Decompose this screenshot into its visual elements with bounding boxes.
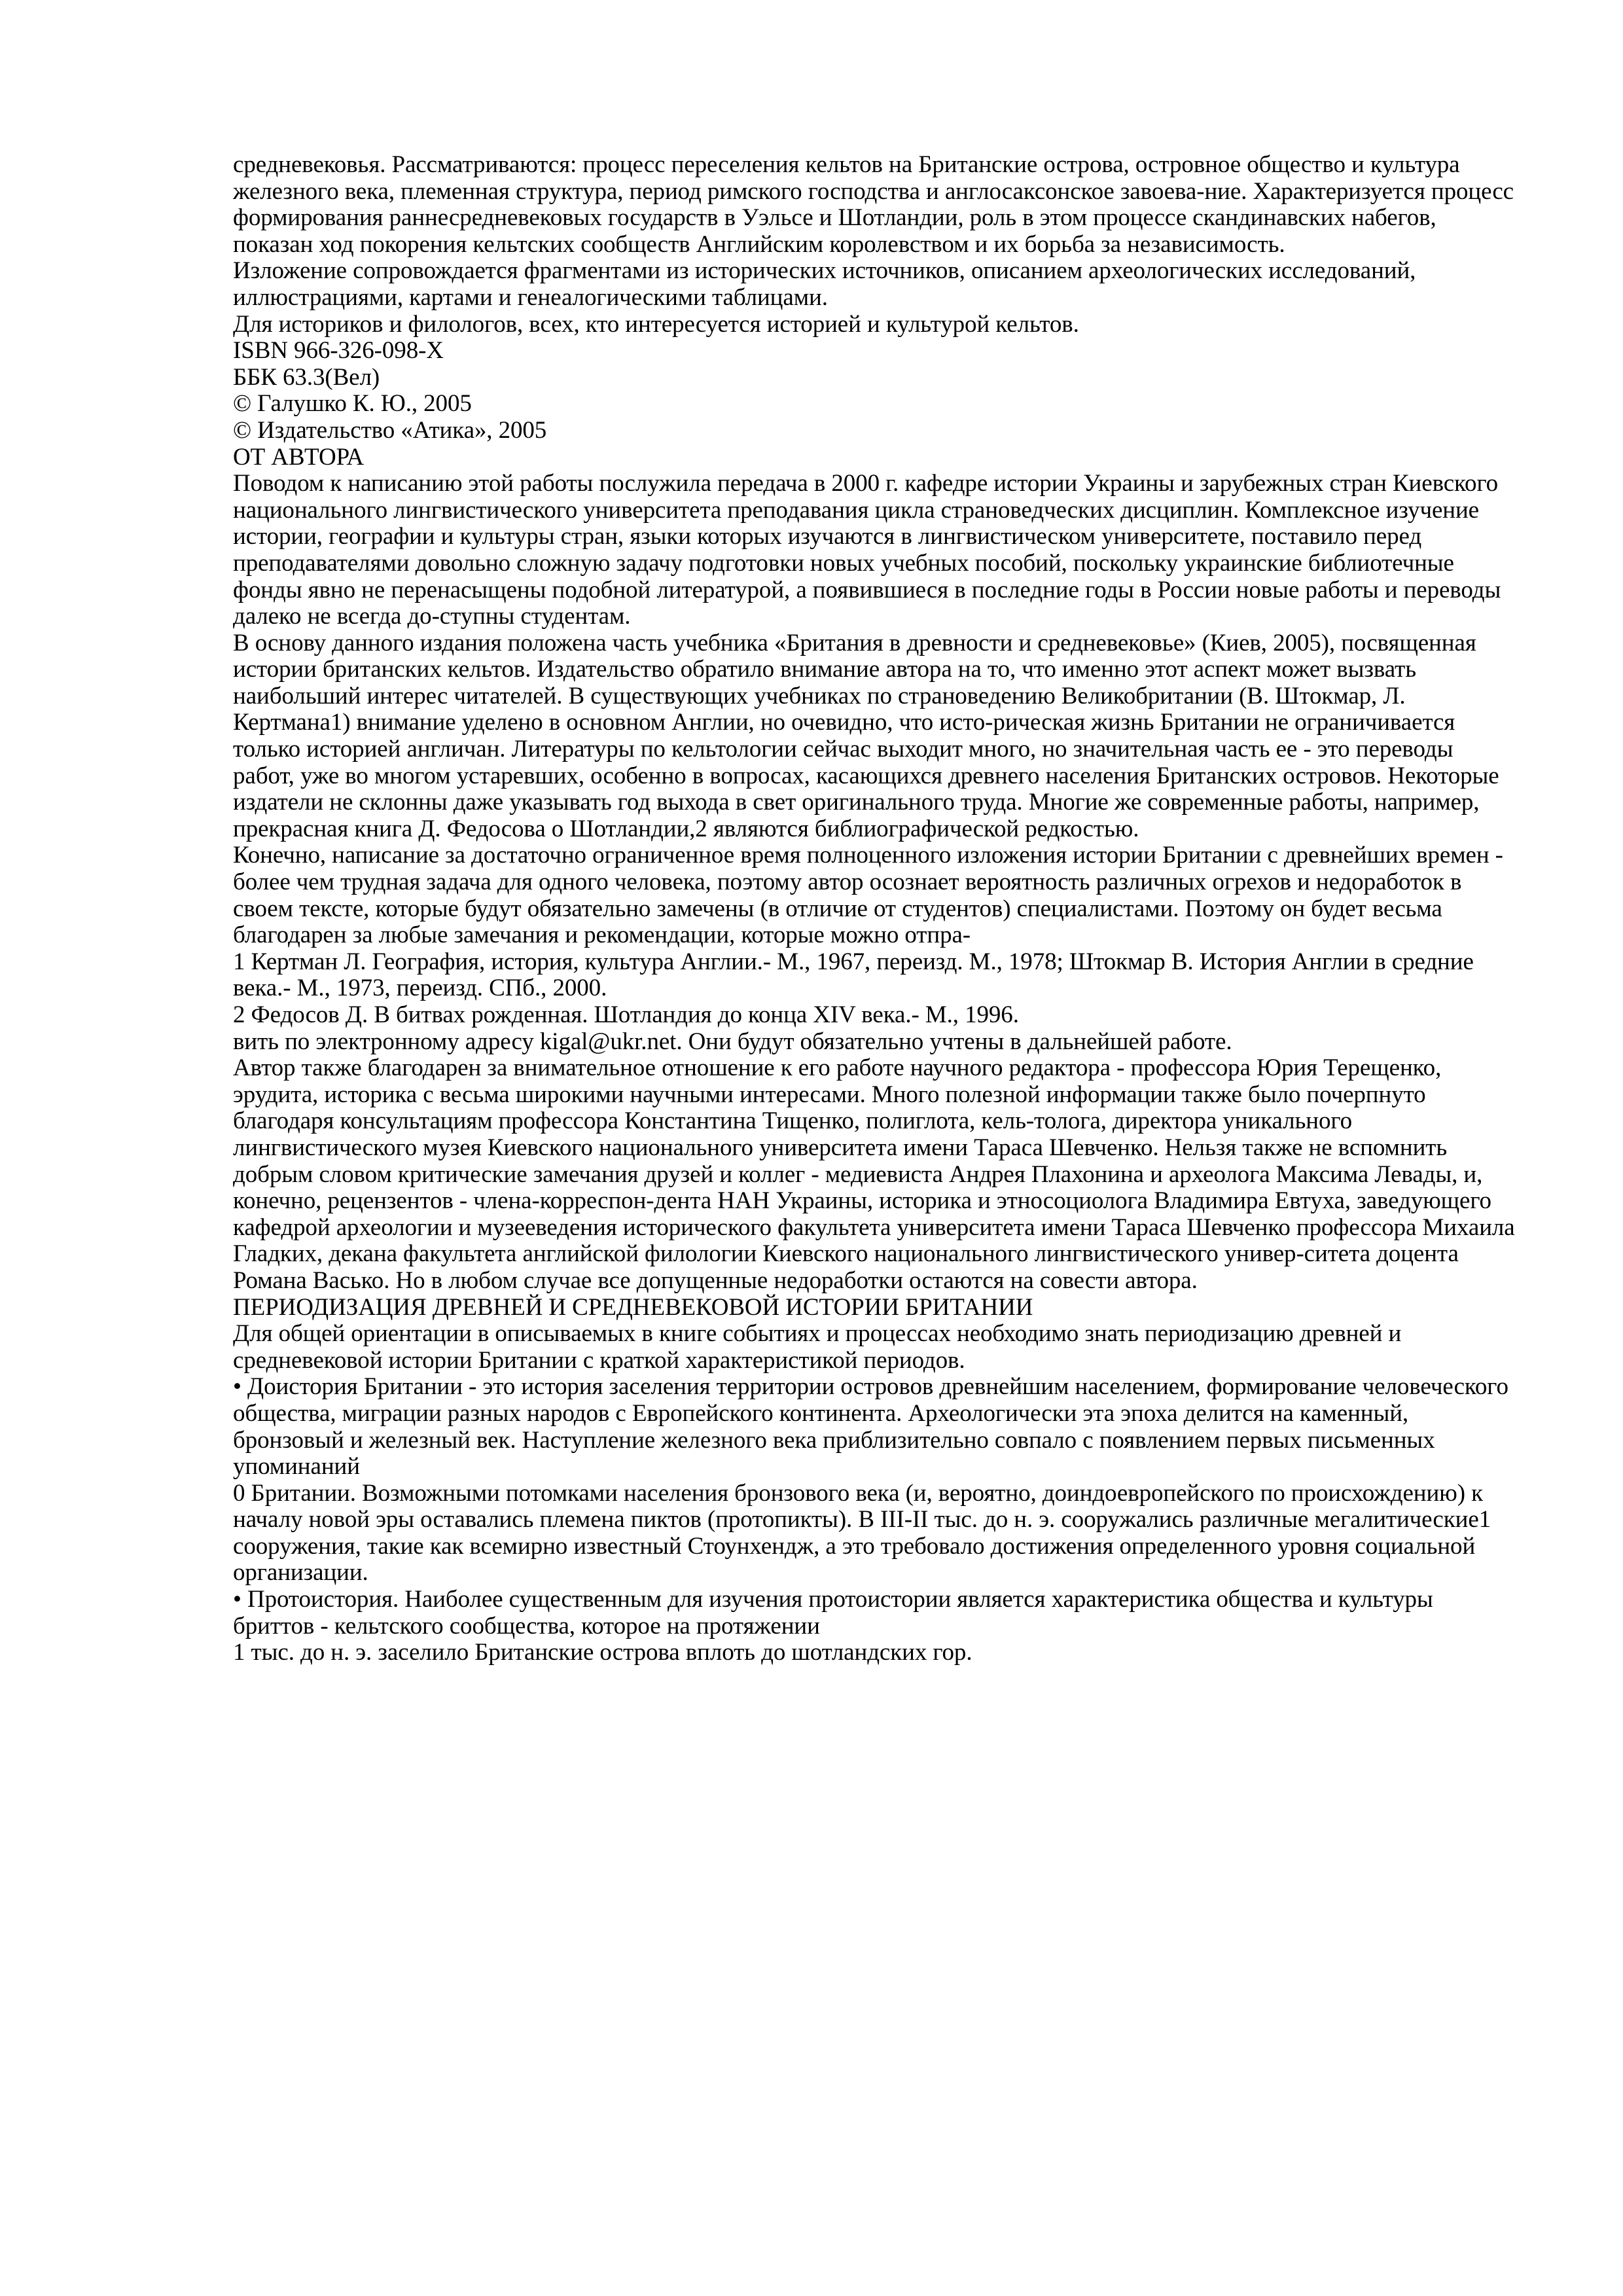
bbk: ББК 63.3(Вел): [233, 363, 380, 391]
heading-from-author: ОТ АВТОРА: [233, 443, 364, 471]
paragraph-motivation: Поводом к написанию этой работы послужила передача в 2000 г. кафедре истории Украины и зарубежных стран Киевского национального лингвистического университета преподавания цикла страноведческих дисциплин. Комплексное изучение истории, географии и культуры стран, языки которых изучаются в лингвистическом университете, поставило перед преподавателями довольно сложную задачу подготовки новых учебных пособий, поскольку украинские библиотечные фонды явно не перенасыщены подобной литературой, а появившиеся в последние годы в России новые работы и переводы далеко не всегда до-ступны студентам.: [233, 470, 1501, 630]
footnote-2: 2 Федосов Д. В битвах рожденная. Шотландия до конца XIV века.- М., 1996.: [233, 1001, 1019, 1028]
paragraph-audience: Для историков и филологов, всех, кто интересуется историей и культурой кельтов.: [233, 310, 1079, 338]
paragraph-disclaimer: Конечно, написание за достаточно ограниченное время полноценного изложения истории Британии с древнейших времен - более чем трудная задача для одного человека, поэтому автор осознает вероятность различных огрехов и недоработок в своем тексте, которые будут обязательно замечены (в отличие от студентов) специалистами. Поэтому он будет весьма благодарен за любые замечания и рекомендации, которые можно отпра-: [233, 842, 1503, 949]
paragraph-illustrations: Изложение сопровождается фрагментами из исторических источников, описанием археологических исследований, иллюстрациями, картами и генеалогическими таблицами.: [233, 257, 1416, 311]
isbn: ISBN 966-326-098-X: [233, 337, 444, 365]
footnote-1: 1 Кертман Л. География, история, культура Англии.- М., 1967, переизд. М., 1978; Штокмар В. История Англии в средние века.- М., 1973, переизд. СПб., 2000.: [233, 948, 1474, 1002]
document-page: [233, 152, 1516, 1666]
paragraph-abstract: средневековья. Рассматриваются: процесс переселения кельтов на Британские острова, островное общество и культура железного века, племенная структура, период римского господства и англосаксонское завоева-ние. Характеризуется процесс формирования раннесредневековых государств в Уэльсе и Шотландии, роль в этом процессе скандинавских набегов, показан ход покорения кельтских сообществ Английским королевством и их борьба за независимость.: [233, 151, 1514, 258]
copyright-author: © Галушко К. Ю., 2005: [233, 390, 472, 418]
paragraph-picts: 0 Британии. Возможными потомками населения бронзового века (и, вероятно, доиндоевропейского по происхождению) к началу новой эры оставались племена пиктов (протопикты). В III-II тыс. до н. э. сооружались различные мегалитические1 сооружения, такие как всемирно известный Стоунхендж, а это требовало достижения определенного уровня социальной организации.: [233, 1479, 1491, 1587]
paragraph-protohistory: • Протоистория. Наиболее существенным для изучения протоистории является характеристика общества и культуры бриттов - кельтского сообщества, которое на протяжении: [233, 1586, 1433, 1640]
paragraph-acknowledgements: Автор также благодарен за внимательное отношение к его работе научного редактора - профессора Юрия Терещенко, эрудита, историка с весьма широкими научными интересами. Много полезной информации также было почерпнуто благодаря консультациям профессора Константина Тищенко, полиглота, кель-толога, директора уникального лингвистического музея Киевского национального университета имени Тараса Шевченко. Нельзя также не вспомнить добрым словом критические замечания друзей и коллег - медиевиста Андрея Плахонина и археолога Максима Левады, и, конечно, рецензентов - члена-корреспон-дента НАН Украины, историка и этносоциолога Владимира Евтуха, заведующего кафедрой археологии и музееведения исторического факультета университета имени Тараса Шевченко профессора Михаила Гладких, декана факультета английской филологии Киевского национального лингвистического универ-ситета доцента Романа Васько. Но в любом случае все допущенные недоработки остаются на совести автора.: [233, 1054, 1515, 1294]
paragraph-prehistory: • Доистория Британии - это история заселения территории островов древнейшим населением, формирование человеческого общества, миграции разных народов с Европейского континента. Археологически эта эпоха делится на каменный, бронзовый и железный век. Наступление железного века приблизительно совпало с появлением первых письменных упоминаний: [233, 1373, 1508, 1480]
copyright-publisher: © Издательство «Атика», 2005: [233, 416, 547, 444]
paragraph-basis: В основу данного издания положена часть учебника «Британия в древности и средневековье» (Киев, 2005), посвященная истории британских кельтов. Издательство обратило внимание автора на то, что именно этот аспект может вызвать наибольший интерес читателей. В существующих учебниках по страноведению Великобритании (В. Штокмар, Л. Кертмана1) внимание уделено в основном Англии, но очевидно, что исто-рическая жизнь Британии не ограничивается только историей англичан. Литературы по кельтологии сейчас выходит много, но значительная часть ее - это переводы работ, уже во многом устаревших, особенно в вопросах, касающихся древнего населения Британских островов. Некоторые издатели не склонны даже указывать год выхода в свет оригинального труда. Многие же современные работы, например, прекрасная книга Д. Федосова о Шотландии,2 являются библиографической редкостью.: [233, 629, 1499, 842]
paragraph-periodization-intro: Для общей ориентации в описываемых в книге событиях и процессах необходимо знать периодизацию древней и средневековой истории Британии с краткой характеристикой периодов.: [233, 1320, 1402, 1374]
paragraph-email: вить по электронному адресу kigal@ukr.net. Они будут обязательно учтены в дальнейшей работе.: [233, 1028, 1232, 1055]
paragraph-settlement: 1 тыс. до н. э. заселило Британские острова вплоть до шотландских гор.: [233, 1639, 972, 1666]
heading-periodization: ПЕРИОДИЗАЦИЯ ДРЕВНЕЙ И СРЕДНЕВЕКОВОЙ ИСТОРИИ БРИТАНИИ: [233, 1293, 1033, 1321]
